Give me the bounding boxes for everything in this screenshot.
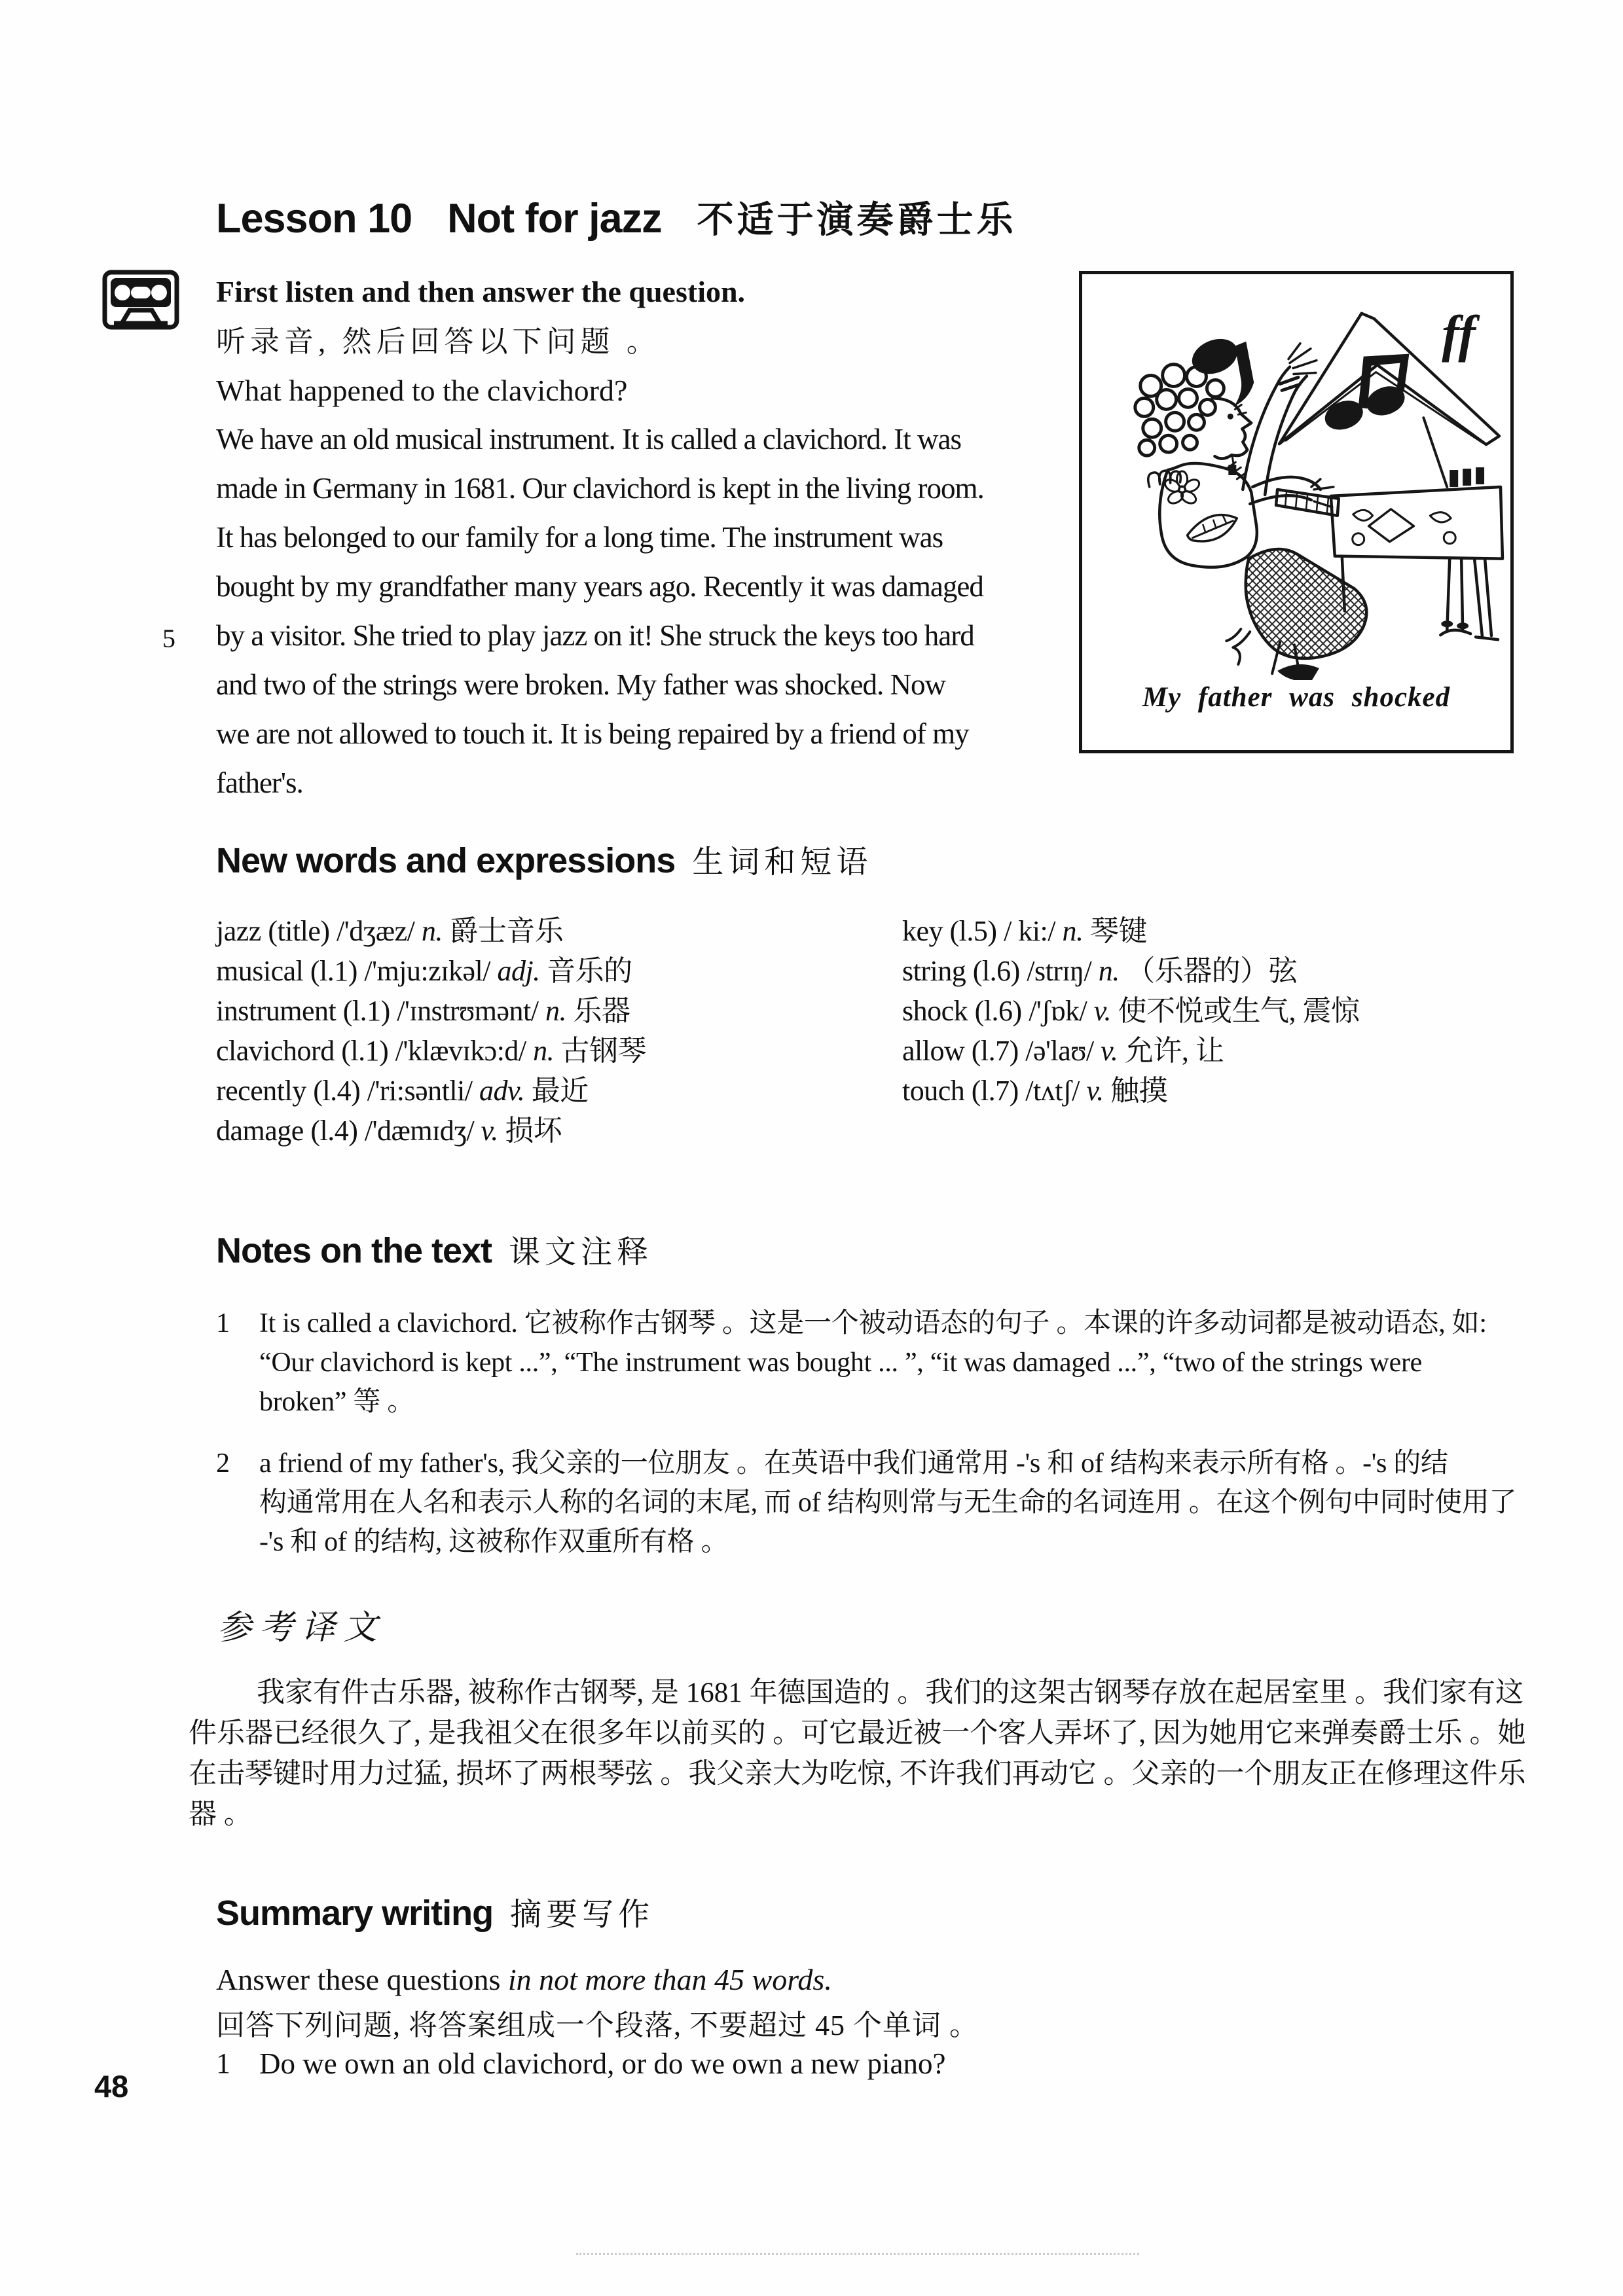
passage-line: made in Germany in 1681. Our clavichord is kept in the living room.	[216, 472, 984, 505]
lesson-number: Lesson 10	[216, 196, 412, 242]
fortissimo-label: ff	[1442, 305, 1476, 363]
word-entry: instrument (l.1) /'ɪnstrʊmənt/ n. 乐器	[216, 995, 630, 1027]
passage-line: we are not allowed to touch it. It is being repaired by a friend of my	[216, 717, 969, 750]
summary-instruction-italic: in not more than 45 words.	[507, 1963, 832, 1996]
illustration-caption: My father was shocked	[1142, 682, 1451, 713]
summary-heading	[216, 1889, 654, 1934]
passage-line: father's.	[216, 766, 303, 799]
passage-line: by a visitor. She tried to play jazz on it! She struck the keys too hard	[216, 619, 974, 652]
translation-heading: 参考译文	[217, 1609, 386, 1647]
illustration-cartoon	[1084, 279, 1508, 680]
note-line: broken” 等 。	[259, 1387, 414, 1417]
word-entry: key (l.5) / ki:/ n. 琴键	[902, 915, 1147, 947]
cassette-tape-icon	[102, 270, 179, 330]
word-entry: touch (l.7) /tʌtʃ/ v. 触摸	[902, 1075, 1168, 1107]
notes-heading-zh: 课文注释	[509, 1235, 653, 1270]
page-title	[216, 191, 1017, 243]
lesson-title-zh: 不适于演奏爵士乐	[697, 199, 1017, 240]
translation-line: 我家有件古乐器, 被称作古钢琴, 是 1681 年德国造的 。我们的这架古钢琴存放在起居室里 。我们家有这	[257, 1677, 1523, 1708]
scan-artifact	[576, 2253, 1139, 2255]
listen-intro	[216, 267, 745, 415]
passage-line-number: 5	[162, 624, 175, 653]
listen-question: What happened to the clavichord?	[216, 374, 628, 407]
notes-heading	[216, 1227, 653, 1272]
summary-heading-en: Summary writing	[216, 1893, 494, 1933]
notes-heading-en: Notes on the text	[216, 1231, 492, 1270]
translation-line: 器 。	[189, 1799, 252, 1830]
note-number: 1	[216, 1308, 230, 1338]
summary-instruction	[216, 1962, 832, 1997]
word-entry: clavichord (l.1) /'klævɪkɔ:d/ n. 古钢琴	[216, 1035, 647, 1067]
summary-question	[216, 2045, 945, 2083]
translation-paragraph	[189, 1673, 1526, 1835]
word-entry: string (l.6) /strɪŋ/ n. （乐器的）弦	[902, 955, 1298, 987]
passage-line: It has belonged to our family for a long time. The instrument was	[216, 521, 943, 554]
word-entry: allow (l.7) /ə'laʊ/ v. 允许, 让	[902, 1035, 1224, 1067]
summary-instruction-zh: 回答下列问题, 将答案组成一个段落, 不要超过 45 个单词 。	[216, 2009, 979, 2041]
note-line: -'s 和 of 的结构, 这被称作双重所有格 。	[259, 1527, 729, 1557]
word-entry: jazz (title) /'dʒæz/ n. 爵士音乐	[216, 915, 564, 947]
translation-line: 件乐器已经很久了, 是我祖父在很多年以前买的 。可它最近被一个客人弄坏了, 因为她用它来弹奏爵士乐 。她	[189, 1718, 1526, 1749]
note-number: 2	[216, 1448, 230, 1479]
word-entry: musical (l.1) /'mju:zɪkəl/ adj. 音乐的	[216, 955, 632, 987]
note-line: “Our clavichord is kept ...”, “The instrument was bought ... ”, “it was damaged ...”, “two of the strings were	[259, 1348, 1422, 1378]
illustration-figure	[1079, 271, 1514, 753]
note-item	[216, 1444, 1565, 1562]
question-text: Do we own an old clavichord, or do we own a new piano?	[259, 2047, 946, 2080]
question-number: 1	[216, 2047, 230, 2079]
listen-instruction-en: First listen and then answer the question.	[216, 275, 746, 308]
notes-list	[216, 1304, 1565, 1562]
summary-heading-zh: 摘要写作	[510, 1897, 655, 1932]
note-line: 构通常用在人名和表示人称的名词的末尾, 而 of 结构则常与无生命的名词连用 。在这个例句中同时使用了	[259, 1488, 1517, 1518]
listen-instruction-zh: 听录音, 然后回答以下问题 。	[216, 325, 661, 358]
passage-line: We have an old musical instrument. It is called a clavichord. It was	[216, 423, 961, 456]
word-entry: damage (l.4) /'dæmɪdʒ/ v. 损坏	[216, 1115, 562, 1147]
passage-line: and two of the strings were broken. My father was shocked. Now	[216, 668, 945, 701]
new-words-heading-en: New words and expressions	[216, 841, 676, 880]
passage-line: bought by my grandfather many years ago. Recently it was damaged	[216, 570, 983, 603]
word-entry: recently (l.4) /'ri:səntli/ adv. 最近	[216, 1075, 589, 1107]
page-number: 48	[94, 2069, 129, 2104]
new-words-heading-zh: 生词和短语	[692, 845, 873, 880]
new-words-heading	[216, 836, 872, 882]
note-line: It is called a clavichord. 它被称作古钢琴 。这是一个被动语态的句子 。本课的许多动词都是被动语态, 如:	[259, 1308, 1487, 1338]
summary-instruction-roman: Answer these questions	[216, 1963, 508, 1996]
word-entry: shock (l.6) /'ʃɒk/ v. 使不悦或生气, 震惊	[902, 995, 1360, 1027]
note-item	[216, 1304, 1565, 1422]
lesson-title-en: Not for jazz	[447, 196, 662, 242]
translation-line: 在击琴键时用力过猛, 损坏了两根琴弦 。我父亲大为吃惊, 不许我们再动它 。父亲的一个朋友正在修理这件乐	[189, 1759, 1526, 1789]
note-line: a friend of my father's, 我父亲的一位朋友 。在英语中我们通常用 -'s 和 of 结构来表示所有格 。-'s 的结	[259, 1448, 1448, 1479]
word-list-right	[902, 911, 1360, 1111]
word-list-left	[216, 911, 646, 1151]
passage	[162, 415, 984, 808]
